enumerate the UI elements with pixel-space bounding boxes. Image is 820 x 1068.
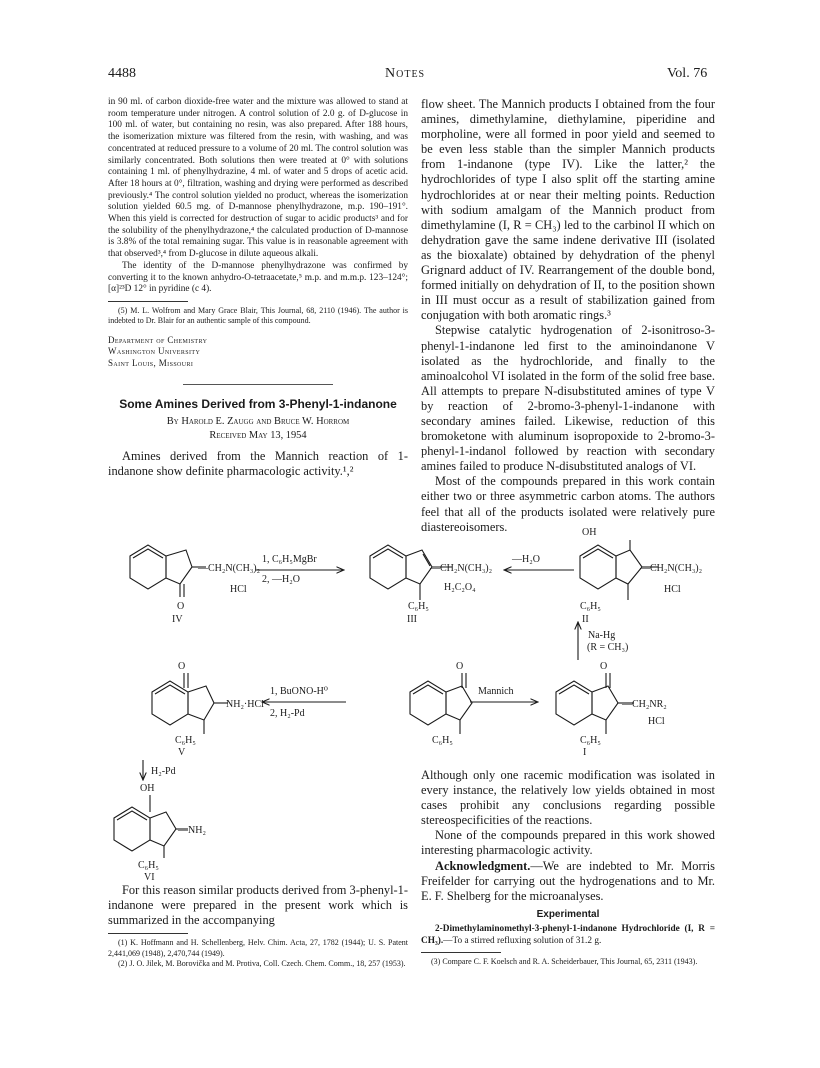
compound-label-vi: VI [144, 872, 155, 883]
reagent-label: 1, BuONO-H⁰ [270, 686, 328, 697]
address-line: Washington University [108, 346, 201, 357]
address-line: Saint Louis, Missouri [108, 357, 194, 368]
footnote: (2) J. O. Jilek, M. Borovička and M. Protiva, Coll. Czech. Chem. Comm., 18, 257 (1953). [118, 959, 406, 969]
volume-number: Vol. 76 [667, 66, 708, 81]
substituent-label: —NH₂ [178, 825, 206, 836]
paragraph: The identity of the D-mannose phenylhydrazone was confirmed by converting it to the known anhydro-O-tetraacetate,⁵ m.p. and m.m.p. 123–124°; [α]²³D 12° in pyridine (c 4). [108, 260, 408, 295]
page-number: 4488 [108, 66, 136, 81]
experimental-text: —To a stirred refluxing solution of 31.2 g. [443, 935, 602, 946]
substituent-label: —CH₂N(CH₃)₂ [198, 563, 261, 574]
phenyl-label: C₆H₅ [175, 735, 196, 746]
acknowledgment-text: —We are indebted to Mr. Morris Freifelder for carrying out the hydrogenations and to Mr. E. F. Shelberg for the microanalyses. [421, 858, 715, 903]
reagent-label: H₂-Pd [151, 766, 176, 777]
hcl-label: HCl [664, 584, 681, 595]
paragraph: Although only one racemic modification was isolated in every instance, the relatively low yields obtained in most cases prohibit any conclusions regarding possible stereospecificities of the reactions. [421, 768, 715, 828]
oh-label: OH [582, 527, 597, 538]
compound-label-iii: III [407, 614, 417, 625]
paragraph: For this reason similar products derived from 3-phenyl-1-indanone were prepared in the present work which is summarized in the accompanying [108, 883, 408, 928]
paragraph: None of the compounds prepared in this work showed interesting pharmacologic activity. [421, 828, 715, 858]
compound-label-iv: IV [172, 614, 183, 625]
paragraph: Stepwise catalytic hydrogenation of 2-isonitroso-3-phenyl-1-indanone led first to the aminoindanone V isolated as the hydrochloride, and finally to the aminoalcohol VI isolated in the form of the solid free base. All attempts to prepare N-disubstituted amines of type V by reaction of 2-bromo-3-phenyl-1-indanone with secondary amines failed. Likewise, reduction of this bromoketone with aluminum isopropoxide to 2-bromo-3-phenyl-1-indanol followed by reaction with secondary amines failed to produce N-disubstituted analogs of VI. [421, 323, 715, 474]
left-column-bottom [108, 883, 408, 970]
footnote: (1) K. Hoffmann and H. Schellenberg, Helv. Chim. Acta, 27, 1782 (1944); U. S. Patent 2,441,069 (1948), 2,470,744 (1949). [108, 938, 408, 958]
oxo-label: O [177, 601, 185, 612]
phenyl-label: C₆H₅ [432, 735, 453, 746]
experimental-title: 2-Dimethylaminomethyl-3-phenyl-1-indanone Hydrochloride (I, R = CH₃). [421, 923, 715, 946]
oxo-label: O [456, 661, 464, 672]
experimental-heading: Experimental [536, 908, 600, 920]
right-column-bottom [421, 768, 715, 968]
compound-label-i: I [583, 747, 587, 758]
reagent-label: Mannich [478, 686, 514, 697]
footnote: (3) Compare C. F. Koelsch and R. A. Scheiderbauer, This Journal, 65, 2311 (1943). [431, 957, 698, 967]
reagent-label: Na-Hg [588, 630, 616, 641]
phenyl-label: C₆H₅ [408, 601, 429, 612]
structure-mannich-reactant [410, 673, 472, 734]
hcl-label: HCl [230, 584, 247, 595]
structure-vi [114, 795, 188, 858]
received-date: Received May 13, 1954 [209, 430, 307, 442]
acknowledgment-label: Acknowledgment. [435, 858, 531, 873]
substituent-label: —CH₂N(CH₃)₂ [640, 563, 703, 574]
substituent-label: —CH₂N(CH₃)₂ [430, 563, 493, 574]
structure-iv [130, 545, 206, 597]
experimental-paragraph [421, 924, 715, 947]
address-line: Department of Chemistry [108, 334, 208, 345]
oxo-label: O [178, 661, 186, 672]
reagent-label: 1, C₆H₅MgBr [262, 554, 317, 565]
oxalate-label: H₂C₂O₄ [444, 582, 476, 593]
compound-label-ii: II [582, 614, 589, 625]
substituent-label: —CH₂NR₂ [622, 699, 667, 710]
reagent-label: 2, H₂-Pd [270, 708, 305, 719]
paragraph: Most of the compounds prepared in this work contain either two or three asymmetric carbon atoms. The authors feel that all of the products isolated were relatively pure diastereoisomers. [421, 474, 715, 534]
footnote-rule [421, 952, 501, 953]
structure-v [152, 673, 228, 734]
running-head: Notes [385, 66, 426, 81]
hcl-label: HCl [648, 716, 665, 727]
compound-label-v: V [178, 747, 186, 758]
reagent-label: —H₂O [512, 554, 540, 565]
footnote-rule [108, 933, 188, 934]
continued-paragraph: in 90 ml. of carbon dioxide-free water and the mixture was allowed to stand at room temperature under nitrogen. A control solution of 2.0 g. of D-glucose in 100 ml. of water, but containing no resin, was also prepared. After 188 hours, the isomerization mixture was filtered from the resin, with washing, and was concentrated at reduced pressure to a volume of 20 ml. The control solution was similarly concentrated. Both solutions then were treated at 0° with solutions containing 1 ml. of phenylhydrazine, 4 ml. of water and 5 drops of acetic acid. After 18 hours at 0°, filtration, washing and drying were performed as described previously.⁴ The control solution yielded no product, whereas the isomerization solution yielded 60.5 mg. of D-mannose phenylhydrazone, m.p. 190–191°. When this yield is corrected for destruction of sugar to acidic products³ and for the solubility of the phenylhydrazone,⁴ the calculated production of D-mannose is 3.8% of the total remaining sugar. This value is in reasonable agreement with that observed³,⁴ from D-glucose in dilute aqueous alkali. [108, 97, 408, 260]
phenyl-label: C₆H₅ [138, 860, 159, 871]
footnote: (5) M. L. Wolfrom and Mary Grace Blair, This Journal, 68, 2110 (1946). The author is indebted to Dr. Blair for an authentic sample of this compound. [108, 305, 408, 326]
paragraph: flow sheet. The Mannich products I obtained from the four amines, dimethylamine, diethylamine, piperidine and morpholine, were all formed in poor yield and seemed to be even less stable than the simpler Mannich products from 1-indanone (type IV). Like the latter,² the hydrochlorides of type I also split off the starting amine hydrochlorides at or near their melting points. Reduction with sodium amalgam of the Mannich product from dimethylamine (I, R = CH₃) led to the carbinol II which on dehydration gave the same indene derivative III (isolated as the bioxalate) obtained by dehydration of the phenyl Grignard adduct of IV. Rearrangement of the double bond, formed initially on dehydration of II, to the position shown in III must occur as a result of stabilization gained from conjugation with both aromatic rings.³ [421, 97, 715, 323]
phenyl-label: C₆H₅ [580, 735, 601, 746]
phenyl-label: C₆H₅ [580, 601, 601, 612]
article-authors: By Harold E. Zaugg and Bruce W. Horrom [166, 416, 350, 428]
substituent-label: NH₂·HCl [226, 699, 264, 710]
reagent-label: (R = CH₃) [587, 642, 629, 653]
article-title: Some Amines Derived from 3-Phenyl-1-indanone [119, 397, 397, 412]
oxo-label: O [600, 661, 608, 672]
intro-paragraph: Amines derived from the Mannich reaction of 1-indanone show definite pharmacologic activity.¹,² [108, 449, 408, 479]
reagent-label: 2, —H₂O [262, 574, 300, 585]
acknowledgment [421, 859, 715, 904]
oh-label: OH [140, 783, 155, 794]
